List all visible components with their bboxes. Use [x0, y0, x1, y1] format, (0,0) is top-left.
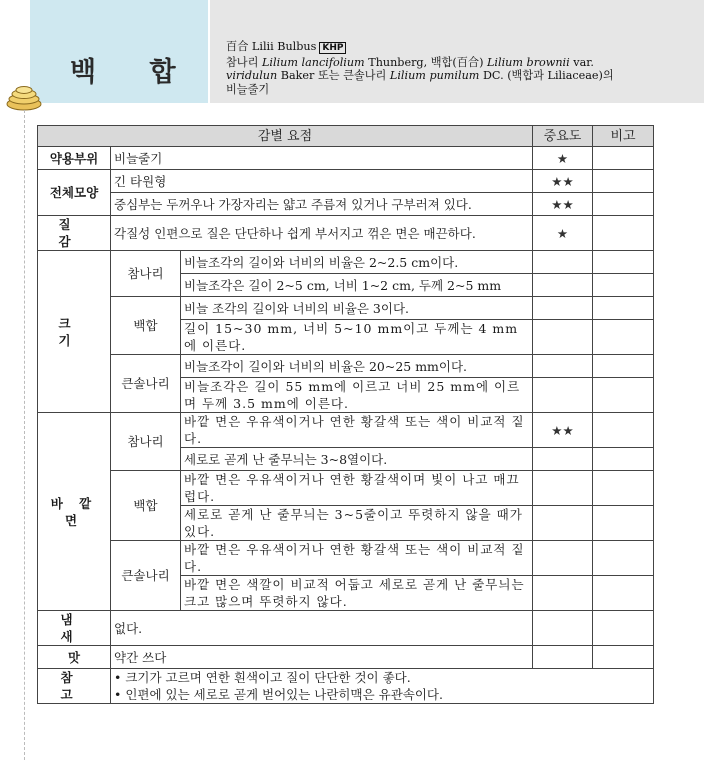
cell-text: 긴 타원형 — [111, 170, 533, 193]
note-cell — [593, 541, 654, 576]
importance-cell — [533, 646, 593, 669]
note-cell — [593, 576, 654, 611]
importance-cell — [533, 320, 593, 355]
importance-cell — [533, 448, 593, 471]
importance-stars: ★★ — [533, 193, 593, 216]
herb-pile-icon — [4, 82, 44, 112]
note-cell — [593, 274, 654, 297]
cell-text: 비늘조각은 길이 2~5 cm, 너비 1~2 cm, 두께 2~5 mm — [181, 274, 533, 297]
cell-text: 중심부는 두꺼우나 가장자리는 얇고 주름져 있거나 구부러져 있다. — [111, 193, 533, 216]
table-row — [38, 669, 654, 704]
importance-cell — [533, 506, 593, 541]
importance-cell — [533, 541, 593, 576]
note-cell — [593, 193, 654, 216]
section-label: 질 감 — [38, 216, 111, 251]
note-cell — [593, 413, 654, 448]
species-label: 큰솔나리 — [111, 355, 181, 413]
species-label: 참나리 — [111, 251, 181, 297]
importance-stars: ★ — [533, 216, 593, 251]
species-label: 백합 — [111, 471, 181, 541]
importance-stars: ★★ — [533, 170, 593, 193]
cell-text: 세로로 곧게 난 줄무늬는 3~5줄이고 뚜렷하지 않을 때가 있다. — [181, 506, 533, 541]
section-label: 참 고 — [38, 669, 111, 704]
header-main: 감별 요점 — [38, 126, 533, 147]
section-label: 약용부위 — [38, 147, 111, 170]
reference-note: • 인편에 있는 세로로 곧게 벋어있는 나란히맥은 유관속이다. — [114, 687, 443, 702]
table-row — [38, 541, 654, 576]
note-cell — [593, 147, 654, 170]
table-row — [38, 297, 654, 320]
cell-text: 바깥 면은 우유색이거나 연한 황갈색 또는 색이 비교적 짙다. — [181, 413, 533, 448]
cell-text: 비늘조각이 길이와 너비의 비율은 20~25 mm이다. — [181, 355, 533, 378]
section-label: 전체모양 — [38, 170, 111, 216]
importance-cell — [533, 611, 593, 646]
cell-text: 없다. — [111, 611, 533, 646]
note-cell — [593, 170, 654, 193]
note-cell — [593, 216, 654, 251]
table-row — [38, 646, 654, 669]
header-note: 비고 — [593, 126, 654, 147]
cell-text: 세로로 곧게 난 줄무늬는 3~8열이다. — [181, 448, 533, 471]
note-cell — [593, 378, 654, 413]
importance-cell — [533, 378, 593, 413]
cell-text: 길이 15~30 mm, 너비 5~10 mm이고 두께는 4 mm에 이른다. — [181, 320, 533, 355]
reference-notes — [111, 669, 654, 704]
table-row — [38, 251, 654, 274]
species-label: 백합 — [111, 297, 181, 355]
note-cell — [593, 251, 654, 274]
cell-text: 약간 쓰다 — [111, 646, 533, 669]
herb-description: 百合 Lilii Bulbus KHP 참나리 Lilium lancifolium Thunberg, 백합(百合) Lilium brownii var. viridulun Baker 또는 큰솔나리 Lilium pumilum DC. (백합과 Liliaceae)의 비늘줄기 — [226, 40, 614, 96]
section-label: 맛 — [38, 646, 111, 669]
khp-badge: KHP — [319, 42, 346, 54]
note-cell — [593, 471, 654, 506]
note-cell — [593, 506, 654, 541]
importance-cell — [533, 471, 593, 506]
importance-cell — [533, 251, 593, 274]
note-cell — [593, 646, 654, 669]
reference-note: • 크기가 고르며 연한 흰색이고 질이 단단한 것이 좋다. — [114, 670, 411, 685]
importance-stars: ★ — [533, 147, 593, 170]
species-label: 참나리 — [111, 413, 181, 471]
note-cell — [593, 355, 654, 378]
cell-text: 바깥 면은 우유색이거나 연한 황갈색 또는 색이 비교적 짙다. — [181, 541, 533, 576]
note-cell — [593, 448, 654, 471]
table-row — [38, 611, 654, 646]
importance-stars: ★★ — [533, 413, 593, 448]
table-row — [38, 170, 654, 193]
table-row — [38, 413, 654, 448]
table-row — [38, 193, 654, 216]
header-importance: 중요도 — [533, 126, 593, 147]
section-label: 바 깥 면 — [38, 413, 111, 611]
table-row — [38, 147, 654, 170]
cell-text: 바깥 면은 색깔이 비교적 어둡고 세로로 곧게 난 줄무늬는 크고 많으며 뚜렷하지 않다. — [181, 576, 533, 611]
table-header-row — [38, 126, 654, 147]
cell-text: 비늘 조각의 길이와 너비의 비율은 3이다. — [181, 297, 533, 320]
note-cell — [593, 320, 654, 355]
note-cell — [593, 297, 654, 320]
cell-text: 비늘조각의 길이와 너비의 비율은 2~2.5 cm이다. — [181, 251, 533, 274]
cell-text: 비늘줄기 — [111, 147, 533, 170]
cell-text: 비늘조각은 길이 55 mm에 이르고 너비 25 mm에 이르며 두께 3.5 mm에 이른다. — [181, 378, 533, 413]
note-cell — [593, 611, 654, 646]
page-title: 백 합 — [70, 57, 198, 88]
importance-cell — [533, 274, 593, 297]
margin-dotted-line — [24, 110, 25, 760]
section-label: 냄 새 — [38, 611, 111, 646]
species-label: 큰솔나리 — [111, 541, 181, 611]
cell-text: 각질성 인편으로 질은 단단하나 쉽게 부서지고 꺾은 면은 매끈하다. — [111, 216, 533, 251]
section-label: 크 기 — [38, 251, 111, 413]
table-row — [38, 355, 654, 378]
identification-table — [37, 125, 654, 704]
cell-text: 바깥 면은 우유색이거나 연한 황갈색이며 빛이 나고 매끄럽다. — [181, 471, 533, 506]
importance-cell — [533, 355, 593, 378]
importance-cell — [533, 576, 593, 611]
importance-cell — [533, 297, 593, 320]
table-row — [38, 471, 654, 506]
table-row — [38, 216, 654, 251]
